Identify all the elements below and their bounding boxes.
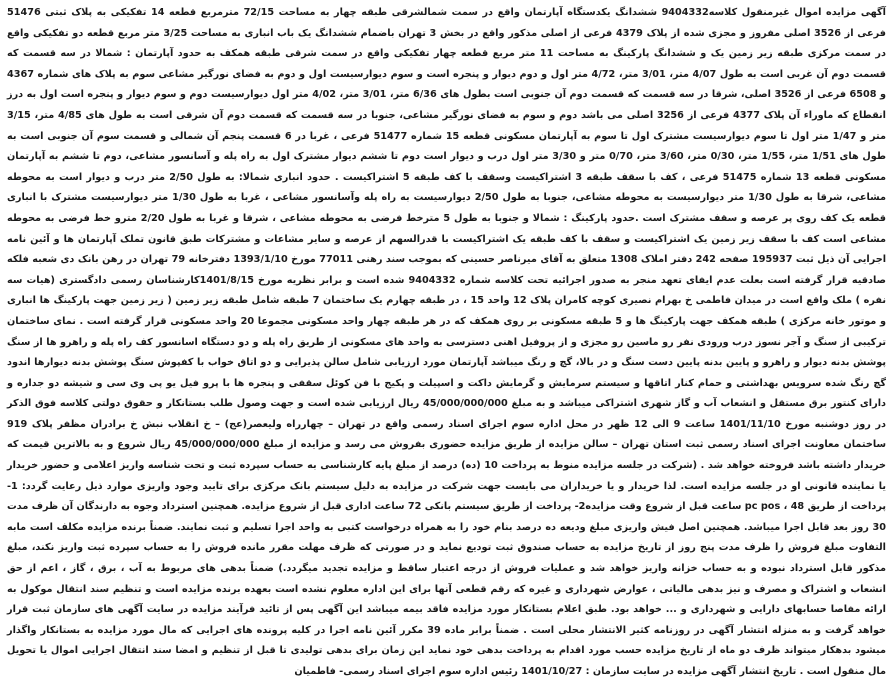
auction-notice-text: آگهی مزایده اموال غیرمنقول کلاسه9404332 ششدانگ یکدستگاه آپارتمان واقع در سمت شمالشرقی طبقه چهار به مساحت 72/15 مترمربع قطعه 14 تفکیکی به پلاک ثبتی 51476 فرعی از 3526 اصلی مفروز و مجزی شده از پلاک 4379 فرعی از اصلی مذکور واقع در بخش 3 تهران باضمام ششدانگ یک باب انباری به مساحت 3/25 متر مربع قطعه دو تفکیکی واقع در سمت مرکزی طبقه زیر زمین یک و ششدانگ پارکینگ به مساحت 11 متر مربع قطعه چهار تفکیکی واقع در سمت شرقی طبقه همکف به حدود آپارتمان : شمالا در سه قسمت که قسمت دوم آن غربی است به طول 4/07 متر، 3/01 متر، 4/72 متر اول و دوم دیوار و پنجره است و سوم دیوارسیست اول و دوم به فضای نورگیر مشاعی سوم به پلاک های شماره 4367 و 6508 فرعی از 3526 اصلی، شرقا در سه قسمت که قسمت دوم آن جنوبی است بطول های 6/36 متر، 3/01 متر، 4/02 متر اول دیوارسیست دوم و سوم دیوار و پنجره است اول به درز انقطاع که ماوراء آن پلاک 4377 فرعی از 3256 اصلی می باشد دوم و سوم به فضای نورگیر مشاعی، جنوبا در سه قسمت که قسمت دوم آن شرقی است به طول های 4/85 متر، 3/15 متر و 1/47 متر اول تا سوم دیوارسیست مشترک اول تا سوم به آپارتمان مسکونی قطعه 15 شماره 51477 فرعی ، غربا در 6 قسمت پنجم آن شمالی و قسمت سوم آن جنوبی است به طول های 1/51 متر، 1/55 متر، 0/30 متر، 3/60 متر، 0/70 متر و 3/30 متر اول درب و دیوار است دوم تا ششم دیوار مشترک اول به راه پله و آسانسور مشاعی، دوم تا ششم به آپارتمان مسکونی قطعه 13 شماره 51475 فرعی ، کف با سقف طبقه 3 اشتراکیست وسقف با کف طبقه 5 اشتراکیست . حدود انباری شمالا: به طول 2/50 متر درب و دیوار است به محوطه مشاعی، شرقا به طول 1/30 متر دیوارسیست به محوطه مشاعی، جنوبا به طول 2/50 دیوارسیست به راه پله وآسانسور مشاعی ، غربا به طول 1/30 متر دیوارسیست مشترک با انباری قطعه یک کف روی پر عرصه و سقف مشترک است .حدود پارکینگ : شمالا و جنوبا به طول 5 مترخط فرضی به محوطه مشاعی ، شرقا و غربا به طول 2/20 مترو خط فرضی به محوطه مشاعی است کف با سقف زیر زمین یک اشتراکیست و سقف با کف طبقه یک اشتراکیست با قدرالسهم از عرصه و سایر مشاعات و مشترکات طبق قانون تملک آپارتمان ها و آئین نامه اجرایی آن ذیل ثبت 195937 صفحه 242 دفتر املاک 1308 متعلق به آقای میرناصر حسینی که بموجب سند رهنی 77011 مورخ 1393/1/10 دفترخانه 79 تهران در رهن بانک دی شعبه فلکه صادقیه قرار گرفته است بعلت عدم ایفای تعهد منجر به صدور اجرائیه تحت کلاسه شماره 9404332 شده است و برابر نظریه مورخ 1401/8/15کارشناسان رسمی دادگستری (هیات سه نفره ) ملک واقع است در میدان فاطمی خ بهرام نصیری کوچه کامران پلاک 12 واحد 15 ، در طبقه چهارم یک ساختمان 7 طبقه شامل طبقه زیر زمین ( زیر زمین جهت پارکینگ ها انباری و موتور خانه مرکزی ) طبقه همکف جهت پارکینگ ها و 5 طبقه مسکونی بر روی همکف که در هر طبقه چهار واحد مسکونی مجموعا 20 واحد مسکونی قرار گرفته است . نمای ساختمان ترکیبی از سنگ و آجر نسوز درب ورودی نفر رو ماسین رو مجزی و از پروفیل اهنی دسترسی به واحد های مسکونی از طریق راه پله و دو دستگاه اسانسور کف راه پله و راهرو ها از سنگ پوشش بدنه دیوار و راهرو و پایین بدنه پایین دست سنگ و در بالا، گچ و رنگ میباشد آپارتمان مورد ارزیابی شامل سالن پذیرایی و دو اتاق خواب با کفپوش سنگ پوشش بدنه دیوارها اندود گچ رنگ شده سرویس بهداشتی و حمام کنار اتاقها و سیستم سرمایش و گرمایش داکت و اسپیلت و پکیج با فن کوئل سقفی و پنجره ها با پرو فیل یو پی وی سی و شیشه دو جداره و دارای کنتور برق مستقل و انشعاب آب و گاز شهری اشتراکی میباشد و به مبلغ 45/000/000/000 ریال ارزیابی شده است و جهت وصول طلب بستانکار و حقوق دولتی کلاسه فوق الذکر در روز دوشنبه مورخ 1401/11/10 ساعت 9 الی 12 ظهر در محل اداره سوم اجرای اسناد رسمی واقع در تهران – چهارراه ولیعصر(عج) – خ انقلاب نبش خ برادران مظفر پلاک 919 ساختمان معاونت اجرای اسناد رسمی ثبت استان تهران – سالن مزایده از طریق مزایده حضوری بفروش می رسد و مزایده از مبلغ 45/000/000/000 ریال شروع و به بالاترین قیمت که خریدار داشته باشد فروخته خواهد شد . (شرکت در جلسه مزایده منوط به پرداخت 10 (ده) درصد از مبلغ پایه کارشناسی به حساب سپرده ثبت و تحت شناسه واریز اعلامی و حضور خریدار یا نماینده قانونی او در جلسه مزایده است. لذا خریدار و یا خریداران می بایست جهت شرکت در مزایده به دلیل سیستم بانک مرکزی برای تایید وجود واریزی موارد ذیل رعایت گردد: 1- پرداخت از طریق pc pos ، 48 ساعت قبل از شروع وقت مزایده2- پرداخت از طریق سیستم بانکی 72 ساعت اداری قبل از شروع مزایده. همچنین استرداد وجوه به دارندگان آن ظرف مدت 30 روز بعد قابل اجرا میباشد. همچنین اصل فیش واریزی مبلغ ودیعه ده درصد بنام خود را به همراه درخواست کتبی به واحد اجرا تسلیم و ثبت نمایند. ضمناً برنده مزایده مکلف است مابه التفاوت مبلغ فروش را ظرف مدت پنج روز از تاریخ مزایده به حساب صندوق ثبت تودیع نماید و در صورتی که ظرف مهلت مقرر مانده فروش را به حساب سپرده ثبت واریز نکند، مبلغ مذکور قابل استرداد نبوده و به حساب خزانه واریز خواهد شد و عملیات فروش از درجه اعتبار ساقط و مزایده تجدید میگردد.) ضمناً بدهی های مربوط به آب ، برق ، گاز ، اعم از حق انشعاب و اشتراک و مصرف و نیز بدهی مالیاتی ، عوارض شهرداری و غیره که رقم قطعی آنها برای این اداره معلوم نشده است بعهده برنده مزایده است و تنظیم سند انتقال موکول به ارائه مفاصا حسابهای دارایی و شهرداری و ... خواهد بود. طبق اعلام بستانکار مورد مزایده فاقد بیمه میباشد این آگهی پس از تائید فرآیند مزایده در سایت آگهی های سازمان ثبت قرار خواهد گرفت و به منزله انتشار آگهی در روزنامه کثیر الانتشار محلی است . ضمناً برابر ماده 39 مکرر آئین نامه اجرا در کلیه پرونده های اجرایی که مال مورد مزایده به بستانکار واگذار میشود بدهکار میتواند ظرف دو ماه از تاریخ مزایده حسب مورد اقدام به پرداخت بدهی خود نماید این زمان برای بدهی تولیدی تا قبل از تنظیم و امضا سند انتقال اجرایی اموال یا تحویل مال منقول است . تاریخ انتشار آگهی مزایده در سایت سازمان : 1401/10/27 رئیس اداره سوم اجرای اسناد رسمی- فاطمیان: [7, 7, 887, 677]
